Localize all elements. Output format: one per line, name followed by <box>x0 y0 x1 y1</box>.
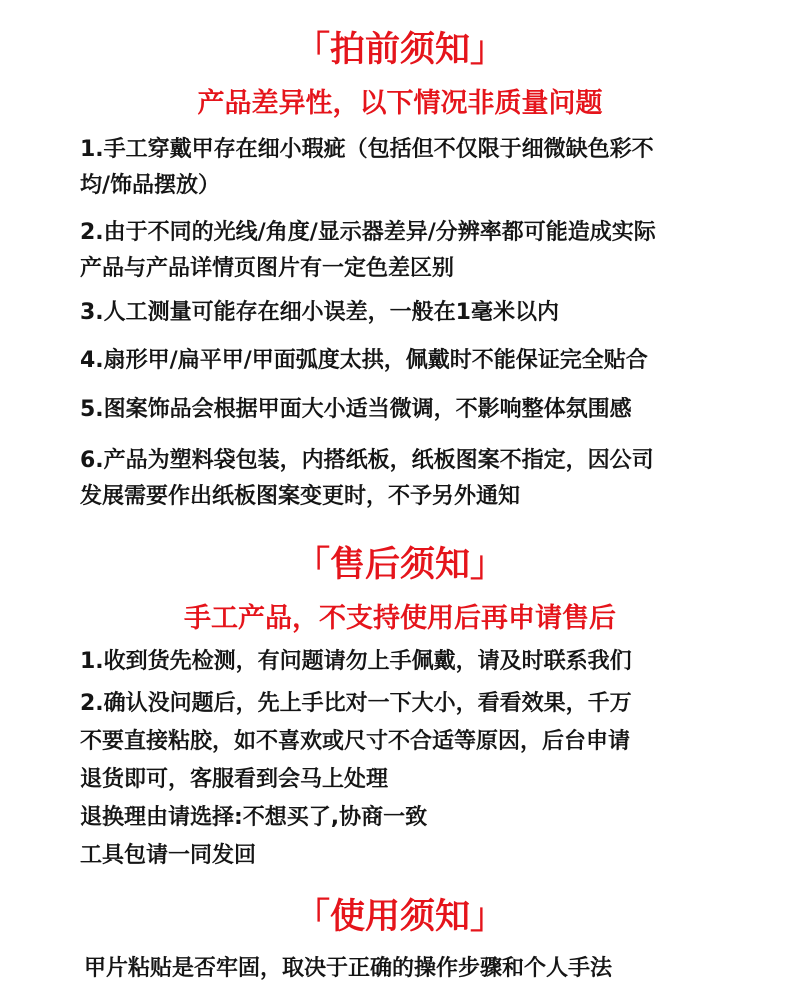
shooting-notice-line-2: 均/饰品摆放） <box>80 173 221 198</box>
shooting-notice-line-1: 1.手工穿戴甲存在细小瑕疵（包括但不仅限于细微缺色彩不 <box>80 137 654 162</box>
shooting-notice-line-9: 发展需要作出纸板图案变更时，不予另外通知 <box>80 484 521 509</box>
after-sales-notice-title: 「售后须知」 <box>294 545 505 585</box>
shooting-notice-line-7: 5.图案饰品会根据甲面大小适当微调，不影响整体氛围感 <box>80 397 632 422</box>
shooting-notice-title: 「拍前须知」 <box>294 30 505 70</box>
usage-notice-line-1: 甲片粘贴是否牢固，取决于正确的操作步骤和个人手法 <box>84 956 613 981</box>
after-sales-line-4: 退货即可，客服看到会马上处理 <box>80 767 389 792</box>
usage-notice-title: 「使用须知」 <box>294 897 505 937</box>
shooting-notice-line-4: 产品与产品详情页图片有一定色差区别 <box>80 256 455 281</box>
after-sales-line-6: 工具包请一同发回 <box>80 843 257 868</box>
after-sales-line-1: 1.收到货先检测，有问题请勿上手佩戴，请及时联系我们 <box>80 649 632 674</box>
after-sales-line-5: 退换理由请选择:不想买了,协商一致 <box>80 805 428 830</box>
shooting-notice-line-8: 6.产品为塑料袋包装，内搭纸板，纸板图案不指定，因公司 <box>80 448 654 473</box>
after-sales-notice-subtitle: 手工产品，不支持使用后再申请售后 <box>184 603 616 634</box>
shooting-notice-subtitle: 产品差异性，以下情况非质量问题 <box>197 88 603 119</box>
shooting-notice-line-5: 3.人工测量可能存在细小误差，一般在1毫米以内 <box>80 300 559 325</box>
shooting-notice-line-6: 4.扇形甲/扁平甲/甲面弧度太拱，佩戴时不能保证完全贴合 <box>80 348 648 373</box>
shooting-notice-line-3: 2.由于不同的光线/角度/显示器差异/分辨率都可能造成实际 <box>80 220 656 245</box>
after-sales-line-3: 不要直接粘胶，如不喜欢或尺寸不合适等原因，后台申请 <box>80 729 631 754</box>
after-sales-line-2: 2.确认没问题后，先上手比对一下大小，看看效果，千万 <box>80 691 632 716</box>
